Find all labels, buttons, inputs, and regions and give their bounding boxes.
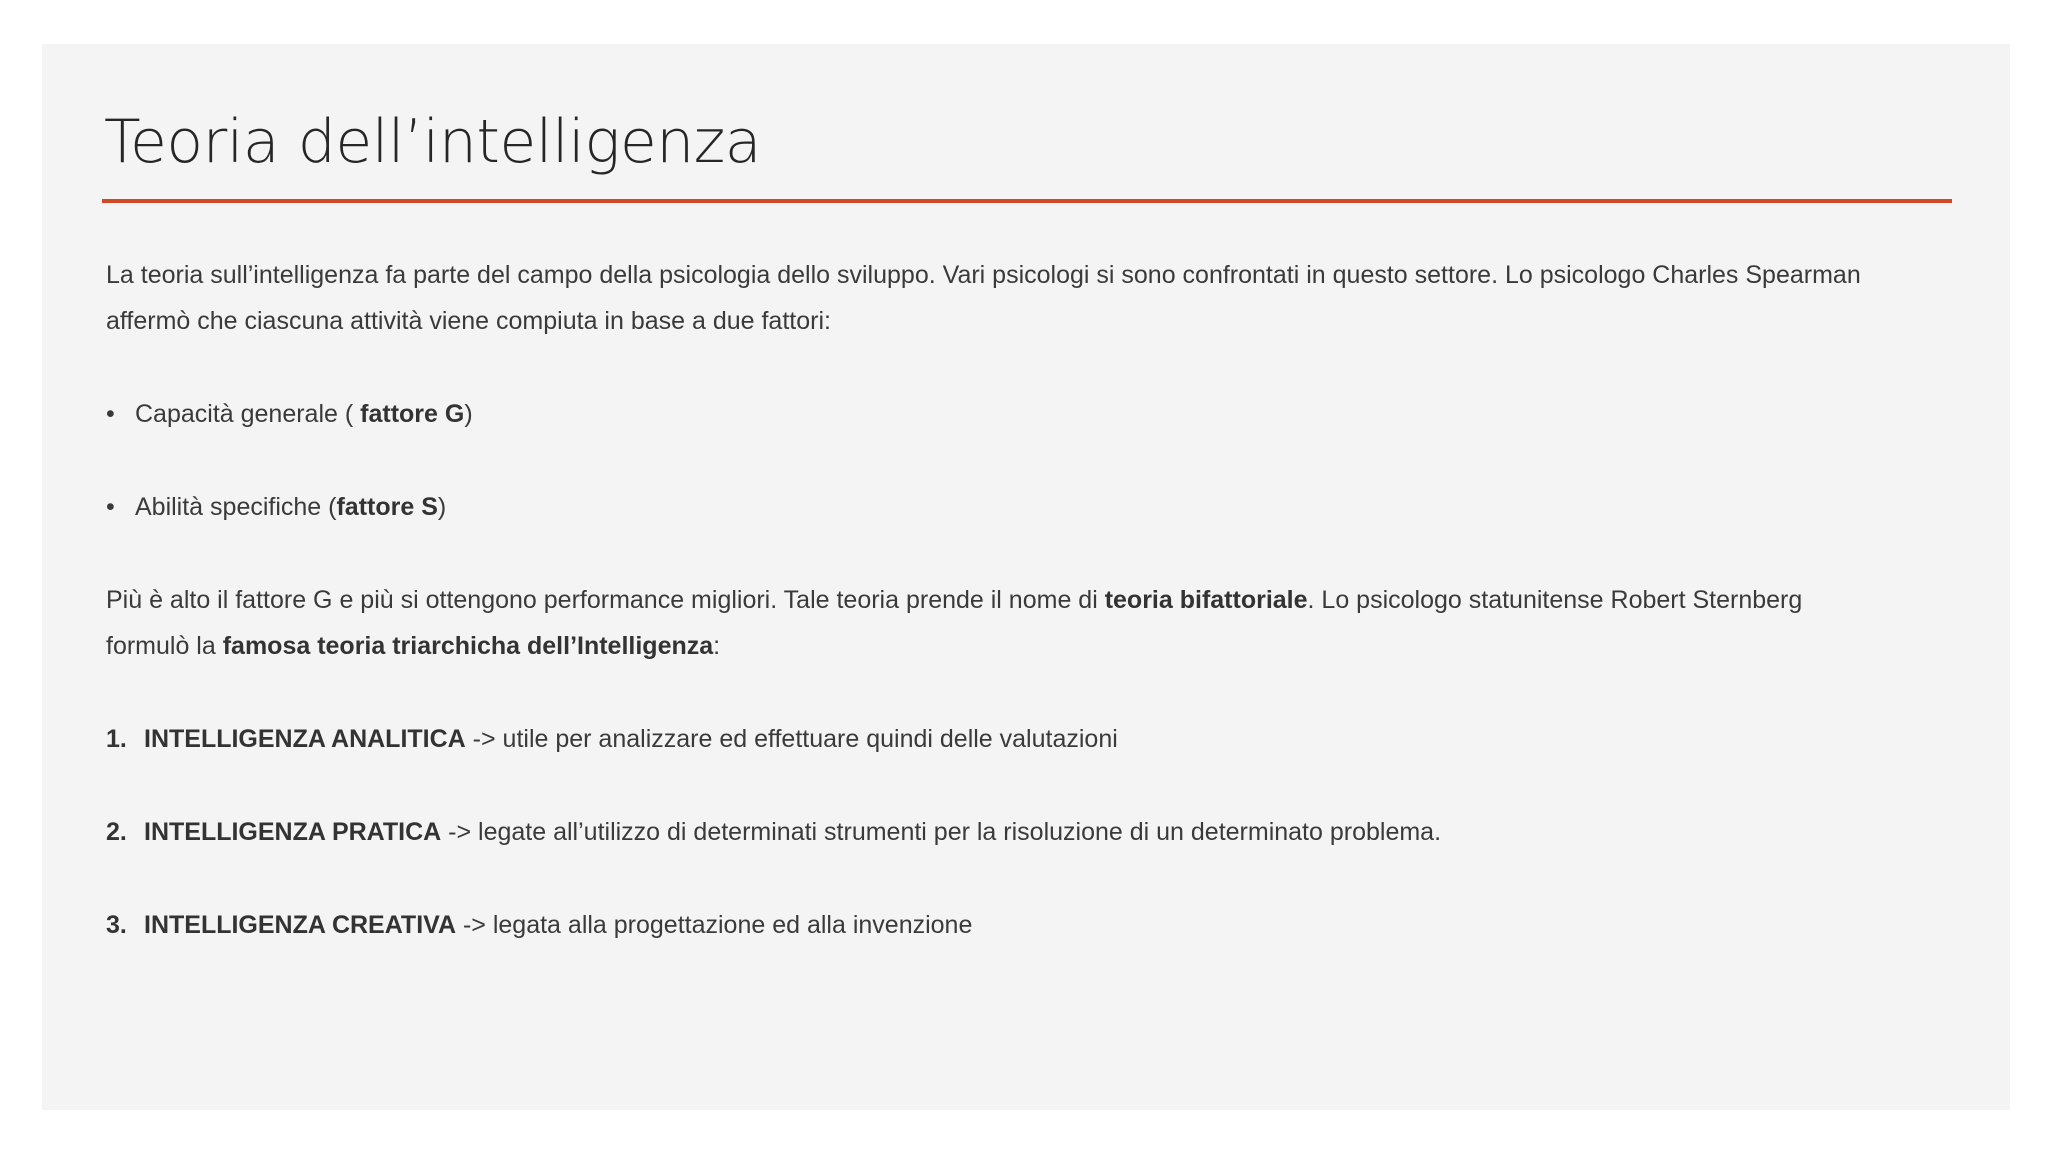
- title-underline: [102, 199, 1952, 203]
- list-number: 2.: [106, 818, 127, 846]
- second-line-2-bold: famosa teoria triarchicha dell’Intelligenza: [222, 632, 714, 660]
- numbered-bold-term: INTELLIGENZA CREATIVA: [144, 911, 457, 939]
- slide-title: Teoria dell’intelligenza: [104, 107, 762, 177]
- numbered-text: -> legata alla progettazione ed alla invenzione: [456, 911, 973, 939]
- list-number: 1.: [106, 725, 127, 753]
- numbered-bold-term: INTELLIGENZA ANALITICA: [144, 725, 466, 753]
- second-line-2-text: formulò la: [106, 632, 223, 660]
- second-line-1-text: Più è alto il fattore G e più si ottengono performance migliori. Tale teoria prende il nome di: [106, 586, 1105, 614]
- slide: [42, 44, 2010, 1110]
- numbered-item-pratica: [106, 809, 1956, 855]
- second-line-1-end: . Lo psicologo statunitense Robert Sternberg: [1307, 586, 1803, 614]
- list-number: 3.: [106, 911, 127, 939]
- bullet-text-end: ): [437, 493, 447, 521]
- bullet-bold-term: fattore G: [360, 400, 465, 428]
- numbered-text: -> legate all’utilizzo di determinati strumenti per la risoluzione di un determinato problema.: [441, 818, 1442, 846]
- numbered-item-analitica: [106, 716, 1956, 762]
- numbered-text: -> utile per analizzare ed effettuare quindi delle valutazioni: [465, 725, 1118, 753]
- intro-paragraph: [106, 252, 1956, 344]
- intro-line-1: La teoria sull’intelligenza fa parte del campo della psicologia dello sviluppo. Vari psicologi si sono confrontati in questo settore. Lo psicologo Charles Spearman: [106, 261, 1861, 289]
- intro-line-2: affermò che ciascuna attività viene compiuta in base a due fattori:: [106, 307, 831, 335]
- bullet-bold-term: fattore S: [336, 493, 438, 521]
- second-paragraph: [106, 577, 1956, 669]
- slide-body: [106, 252, 1956, 948]
- bullet-marker: •: [106, 400, 115, 428]
- second-line-1-bold: teoria bifattoriale: [1104, 586, 1308, 614]
- numbered-item-creativa: [106, 902, 1956, 948]
- bullet-text: Abilità specifiche (: [135, 493, 337, 521]
- bullet-marker: •: [106, 493, 115, 521]
- second-line-2-end: :: [713, 632, 721, 660]
- bullet-text: Capacità generale (: [135, 400, 361, 428]
- numbered-bold-term: INTELLIGENZA PRATICA: [144, 818, 442, 846]
- bullet-item-fattore-s: [106, 484, 1956, 530]
- bullet-item-fattore-g: [106, 391, 1956, 437]
- bullet-text-end: ): [464, 400, 473, 428]
